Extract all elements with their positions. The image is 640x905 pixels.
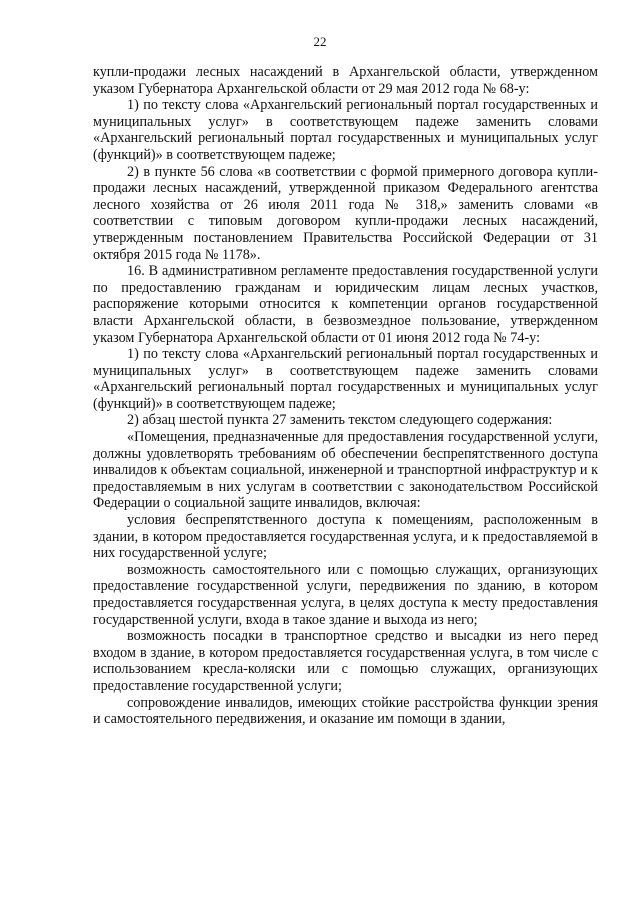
paragraph: сопровождение инвалидов, имеющих стойкие расстройства функции зрения и самостоятельного передвижения, и оказание им помощи в здании,	[93, 694, 598, 728]
paragraph: возможность самостоятельного или с помощью служащих, организующих предоставление государственной услуги, передвижения по зданию, в котором предоставляется государственная услуга, в целях доступа к месту предоставления государственной услуги, входа в такое здание и выхода из него;	[93, 561, 598, 628]
paragraph: 2) в пункте 56 слова «в соответствии с формой примерного договора купли-продажи лесных насаждений, утвержденной приказом Федерального агентства лесного хозяйства от 26 июля 2011 года № 318,» заменить словами «в соответствии с типовым договором купли-продажи лесных насаждений, утвержденным постановлением Правительства Российской Федерации от 31 октября 2015 года № 1178».	[93, 163, 598, 263]
paragraph: условия беспрепятственного доступа к помещениям, расположенным в здании, в котором предоставляется государственная услуга, и к предоставляемой в них государственной услуге;	[93, 512, 598, 562]
paragraph: купли-продажи лесных насаждений в Архангельской области, утвержденном указом Губернатора Архангельской области от 29 мая 2012 года № 68-у:	[93, 64, 598, 97]
paragraph: 16. В административном регламенте предоставления государственной услуги по предоставлению гражданам и юридическим лицам лесных участков, распоряжение которыми относится к компетенции органов государственной власти Архангельской области, в безвозмездное пользование, утвержденном указом Губернатора Архангельской области от 01 июня 2012 года № 74-у:	[93, 263, 598, 346]
paragraph: 1) по тексту слова «Архангельский региональный портал государственных и муниципальных услуг» в соответствующем падеже заменить словами «Архангельский региональный портал государственных и муниципальных услуг (функций)» в соответствующем падеже;	[93, 97, 598, 163]
paragraph: «Помещения, предназначенные для предоставления государственной услуги, должны удовлетворять требованиям об обеспечении беспрепятственного доступа инвалидов к объектам социальной, инженерной и транспортной инфраструктур и к предоставляемым в них услугам в соответствии с законодательством Российской Федерации о социальной защите инвалидов, включая:	[93, 429, 598, 512]
paragraph: 2) абзац шестой пункта 27 заменить текстом следующего содержания:	[127, 412, 553, 429]
page-number: 22	[313, 34, 327, 49]
paragraph: возможность посадки в транспортное средство и высадки из него перед входом в здание, в котором предоставляется государственная услуга, в том числе с использованием кресла-коляски или с помощью служащих, организующих предоставление государственной услуги;	[93, 628, 598, 694]
paragraph: 1) по тексту слова «Архангельский региональный портал государственных и муниципальных услуг» в соответствующем падеже заменить словами «Архангельский региональный портал государственных и муниципальных услуг (функций)» в соответствующем падеже;	[93, 346, 598, 412]
document-body	[93, 64, 598, 728]
